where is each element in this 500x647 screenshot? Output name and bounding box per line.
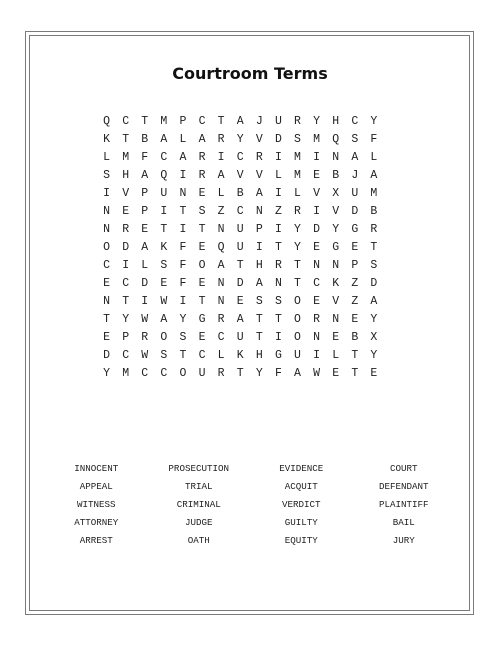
- word-list-item: TRIAL: [184, 481, 213, 492]
- grid-letter: S: [160, 349, 168, 362]
- grid-letter: A: [294, 367, 301, 380]
- grid-letter: S: [160, 259, 168, 272]
- grid-letter: L: [141, 259, 149, 272]
- grid-letter: T: [351, 349, 359, 362]
- grid-letter: N: [217, 223, 225, 236]
- grid-letter: Z: [351, 295, 359, 308]
- grid-letter: V: [313, 187, 321, 200]
- grid-letter: N: [332, 151, 340, 164]
- grid-letter: E: [351, 313, 359, 326]
- word-list-item: ACQUIT: [284, 481, 318, 492]
- grid-letter: L: [103, 151, 110, 164]
- grid-letter: U: [236, 331, 244, 344]
- grid-letter: Q: [332, 133, 340, 146]
- grid-letter: A: [198, 133, 206, 146]
- grid-letter: T: [122, 133, 130, 146]
- grid-letter: Y: [332, 223, 340, 236]
- grid-letter: T: [103, 313, 110, 326]
- grid-letter: S: [179, 331, 187, 344]
- grid-letter: L: [332, 349, 340, 362]
- grid-letter: Y: [370, 349, 378, 362]
- grid-letter: L: [179, 133, 187, 146]
- grid-letter: L: [274, 169, 282, 182]
- grid-letter: C: [313, 277, 321, 290]
- grid-letter: B: [236, 187, 244, 200]
- grid-letter: C: [217, 331, 225, 344]
- grid-letter: I: [274, 223, 282, 236]
- grid-letter: N: [217, 277, 225, 290]
- grid-letter: F: [179, 241, 187, 254]
- grid-letter: T: [351, 367, 359, 380]
- grid-letter: A: [370, 169, 378, 182]
- grid-letter: N: [179, 187, 187, 200]
- grid-letter: G: [274, 349, 282, 362]
- word-list-item: DEFENDANT: [378, 481, 429, 492]
- grid-letter: O: [198, 259, 206, 272]
- grid-letter: D: [122, 241, 130, 254]
- grid-letter: O: [294, 331, 301, 344]
- grid-letter: N: [274, 277, 282, 290]
- grid-letter: I: [217, 151, 225, 164]
- grid-letter: K: [103, 133, 110, 146]
- grid-letter: W: [160, 295, 168, 308]
- grid-letter: I: [313, 205, 321, 218]
- grid-letter: E: [198, 277, 206, 290]
- grid-letter: I: [313, 349, 321, 362]
- word-list-item: VERDICT: [281, 499, 321, 510]
- grid-letter: C: [103, 259, 110, 272]
- word-list-item: APPEAL: [79, 481, 113, 492]
- grid-letter: R: [198, 169, 206, 182]
- word-list-item: PROSECUTION: [168, 463, 230, 474]
- grid-letter: Y: [122, 313, 130, 326]
- grid-letter: I: [274, 187, 282, 200]
- grid-letter: N: [255, 205, 263, 218]
- grid-letter: E: [103, 331, 110, 344]
- grid-letter: M: [160, 115, 168, 128]
- grid-letter: N: [332, 259, 340, 272]
- grid-letter: A: [236, 115, 244, 128]
- grid-letter: Y: [370, 115, 378, 128]
- grid-letter: E: [332, 331, 340, 344]
- grid-letter: W: [141, 349, 149, 362]
- grid-letter: E: [141, 223, 149, 236]
- grid-letter: L: [217, 349, 225, 362]
- grid-letter: R: [217, 133, 225, 146]
- grid-letter: B: [351, 331, 359, 344]
- grid-letter: P: [179, 115, 187, 128]
- grid-letter: R: [255, 151, 263, 164]
- grid-letter: F: [141, 151, 149, 164]
- grid-letter: Y: [179, 313, 187, 326]
- grid-letter: A: [351, 151, 359, 164]
- grid-letter: T: [217, 115, 225, 128]
- grid-letter: E: [351, 241, 359, 254]
- grid-letter: Z: [217, 205, 225, 218]
- grid-letter: I: [255, 241, 263, 254]
- grid-letter: L: [217, 187, 225, 200]
- grid-letter: D: [103, 349, 110, 362]
- grid-letter: C: [351, 115, 359, 128]
- grid-letter: T: [160, 223, 168, 236]
- grid-letter: K: [236, 349, 244, 362]
- grid-letter: M: [294, 151, 301, 164]
- grid-letter: Y: [370, 313, 378, 326]
- grid-letter: A: [179, 151, 187, 164]
- grid-letter: P: [141, 205, 149, 218]
- grid-letter: O: [294, 295, 301, 308]
- grid-letter: A: [255, 187, 263, 200]
- grid-letter: T: [198, 223, 206, 236]
- grid-letter: E: [332, 367, 340, 380]
- word-list-item: EQUITY: [284, 535, 318, 546]
- grid-letter: D: [141, 277, 149, 290]
- grid-letter: P: [122, 331, 130, 344]
- grid-letter: R: [274, 259, 282, 272]
- grid-letter: X: [332, 187, 340, 200]
- grid-letter: S: [255, 295, 263, 308]
- grid-letter: F: [179, 277, 187, 290]
- grid-letter: S: [294, 133, 301, 146]
- grid-letter: V: [122, 187, 130, 200]
- grid-letter: V: [255, 169, 263, 182]
- grid-letter: A: [141, 241, 149, 254]
- grid-letter: Y: [236, 133, 244, 146]
- grid-letter: L: [370, 151, 378, 164]
- grid-letter: O: [103, 241, 110, 254]
- grid-letter: V: [332, 295, 340, 308]
- grid-letter: R: [198, 151, 206, 164]
- grid-letter: P: [351, 259, 359, 272]
- grid-letter: O: [294, 313, 301, 326]
- word-list-item: OATH: [187, 535, 210, 546]
- grid-letter: C: [236, 151, 244, 164]
- grid-letter: S: [198, 205, 206, 218]
- grid-letter: T: [255, 331, 263, 344]
- grid-letter: M: [122, 151, 130, 164]
- grid-letter: V: [332, 205, 340, 218]
- word-list-item: INNOCENT: [74, 463, 119, 474]
- grid-letter: T: [179, 349, 187, 362]
- grid-letter: E: [236, 295, 244, 308]
- grid-letter: P: [141, 187, 149, 200]
- grid-letter: E: [103, 277, 110, 290]
- grid-letter: N: [332, 313, 340, 326]
- grid-letter: M: [122, 367, 130, 380]
- grid-letter: Y: [294, 241, 301, 254]
- word-list: [45, 460, 455, 550]
- grid-letter: D: [313, 223, 321, 236]
- grid-letter: C: [236, 205, 244, 218]
- grid-letter: G: [351, 223, 359, 236]
- word-list-item: COURT: [389, 463, 418, 474]
- grid-letter: Y: [103, 367, 110, 380]
- grid-letter: C: [122, 349, 130, 362]
- grid-letter: E: [313, 295, 321, 308]
- puzzle-title: Courtroom Terms: [172, 64, 328, 83]
- word-list-item: JURY: [392, 535, 415, 546]
- grid-letter: D: [351, 205, 359, 218]
- word-list-item: ARREST: [79, 535, 113, 546]
- grid-letter: A: [141, 169, 149, 182]
- grid-letter: I: [274, 151, 282, 164]
- grid-letter: U: [236, 223, 244, 236]
- grid-letter: T: [236, 367, 244, 380]
- grid-letter: W: [141, 313, 149, 326]
- grid-letter: R: [141, 331, 149, 344]
- grid-letter: C: [160, 151, 168, 164]
- grid-letter: T: [141, 115, 149, 128]
- word-list-item: CRIMINAL: [176, 499, 221, 510]
- grid-letter: E: [122, 205, 130, 218]
- word-list-item: JUDGE: [184, 517, 213, 528]
- grid-letter: S: [370, 259, 378, 272]
- grid-letter: T: [198, 295, 206, 308]
- word-list-item: EVIDENCE: [279, 463, 324, 474]
- grid-letter: B: [332, 169, 340, 182]
- grid-letter: U: [198, 367, 206, 380]
- grid-letter: F: [274, 367, 282, 380]
- grid-letter: N: [103, 223, 110, 236]
- grid-letter: T: [274, 241, 282, 254]
- grid-letter: E: [313, 241, 321, 254]
- grid-letter: H: [255, 349, 263, 362]
- grid-letter: M: [370, 187, 378, 200]
- grid-letter: U: [274, 115, 282, 128]
- grid-letter: T: [294, 259, 301, 272]
- grid-letter: U: [294, 349, 301, 362]
- grid-letter: A: [160, 133, 168, 146]
- grid-letter: B: [370, 205, 378, 218]
- grid-letter: F: [179, 259, 187, 272]
- grid-letter: C: [141, 367, 149, 380]
- letter-grid: [97, 113, 383, 383]
- grid-letter: V: [236, 169, 244, 182]
- grid-letter: W: [313, 367, 321, 380]
- grid-letter: E: [313, 169, 321, 182]
- grid-letter: M: [313, 133, 321, 146]
- grid-letter: G: [198, 313, 206, 326]
- grid-letter: R: [122, 223, 130, 236]
- grid-letter: N: [103, 205, 110, 218]
- grid-letter: H: [122, 169, 130, 182]
- grid-letter: M: [294, 169, 301, 182]
- grid-letter: S: [351, 133, 359, 146]
- word-list-item: GUILTY: [284, 517, 318, 528]
- grid-letter: T: [122, 295, 130, 308]
- grid-letter: E: [198, 241, 206, 254]
- word-list-item: PLAINTIFF: [378, 499, 429, 510]
- grid-letter: T: [255, 313, 263, 326]
- grid-letter: N: [313, 259, 321, 272]
- grid-letter: T: [236, 259, 244, 272]
- grid-letter: C: [160, 367, 168, 380]
- grid-letter: I: [179, 169, 187, 182]
- grid-letter: Y: [294, 223, 301, 236]
- grid-letter: B: [141, 133, 149, 146]
- grid-letter: F: [370, 133, 378, 146]
- grid-letter: N: [217, 295, 225, 308]
- grid-letter: J: [351, 169, 359, 182]
- grid-letter: E: [198, 331, 206, 344]
- grid-letter: O: [179, 367, 187, 380]
- grid-letter: S: [274, 295, 282, 308]
- grid-letter: R: [217, 313, 225, 326]
- grid-letter: T: [274, 313, 282, 326]
- grid-letter: I: [274, 331, 282, 344]
- grid-letter: R: [217, 367, 225, 380]
- grid-letter: D: [274, 133, 282, 146]
- grid-letter: T: [294, 277, 301, 290]
- grid-letter: K: [332, 277, 340, 290]
- grid-letter: I: [179, 295, 187, 308]
- grid-letter: A: [160, 313, 168, 326]
- grid-letter: A: [255, 277, 263, 290]
- grid-letter: V: [255, 133, 263, 146]
- grid-letter: U: [160, 187, 168, 200]
- grid-letter: C: [122, 115, 130, 128]
- grid-letter: L: [294, 187, 301, 200]
- grid-letter: C: [122, 277, 130, 290]
- grid-letter: U: [351, 187, 359, 200]
- grid-letter: E: [370, 367, 378, 380]
- grid-letter: E: [160, 277, 168, 290]
- grid-letter: I: [160, 205, 168, 218]
- grid-letter: K: [160, 241, 168, 254]
- grid-letter: A: [217, 169, 225, 182]
- grid-letter: I: [103, 187, 110, 200]
- grid-letter: G: [332, 241, 340, 254]
- grid-letter: Q: [160, 169, 168, 182]
- grid-letter: R: [294, 205, 301, 218]
- grid-letter: A: [236, 313, 244, 326]
- word-list-item: ATTORNEY: [74, 517, 119, 528]
- grid-letter: O: [160, 331, 168, 344]
- grid-letter: D: [236, 277, 244, 290]
- grid-letter: Y: [255, 367, 263, 380]
- grid-letter: R: [313, 313, 321, 326]
- word-list-item: BAIL: [392, 517, 415, 528]
- grid-letter: R: [370, 223, 378, 236]
- grid-letter: Q: [103, 115, 110, 128]
- grid-letter: Z: [351, 277, 359, 290]
- grid-letter: E: [198, 187, 206, 200]
- grid-letter: D: [370, 277, 378, 290]
- grid-letter: T: [179, 205, 187, 218]
- grid-letter: S: [103, 169, 110, 182]
- grid-letter: C: [198, 115, 206, 128]
- grid-letter: U: [236, 241, 244, 254]
- grid-letter: N: [313, 331, 321, 344]
- grid-letter: H: [255, 259, 263, 272]
- grid-letter: A: [217, 259, 225, 272]
- grid-letter: Z: [274, 205, 282, 218]
- grid-letter: I: [122, 259, 130, 272]
- grid-letter: T: [370, 241, 378, 254]
- grid-letter: R: [294, 115, 301, 128]
- grid-letter: A: [370, 295, 378, 308]
- grid-letter: Q: [217, 241, 225, 254]
- grid-letter: I: [313, 151, 321, 164]
- grid-letter: J: [255, 115, 263, 128]
- grid-letter: X: [370, 331, 378, 344]
- grid-letter: P: [255, 223, 263, 236]
- grid-letter: I: [141, 295, 149, 308]
- grid-letter: Y: [313, 115, 321, 128]
- grid-letter: C: [198, 349, 206, 362]
- word-list-item: WITNESS: [76, 499, 116, 510]
- grid-letter: H: [332, 115, 340, 128]
- grid-letter: N: [103, 295, 110, 308]
- grid-letter: I: [179, 223, 187, 236]
